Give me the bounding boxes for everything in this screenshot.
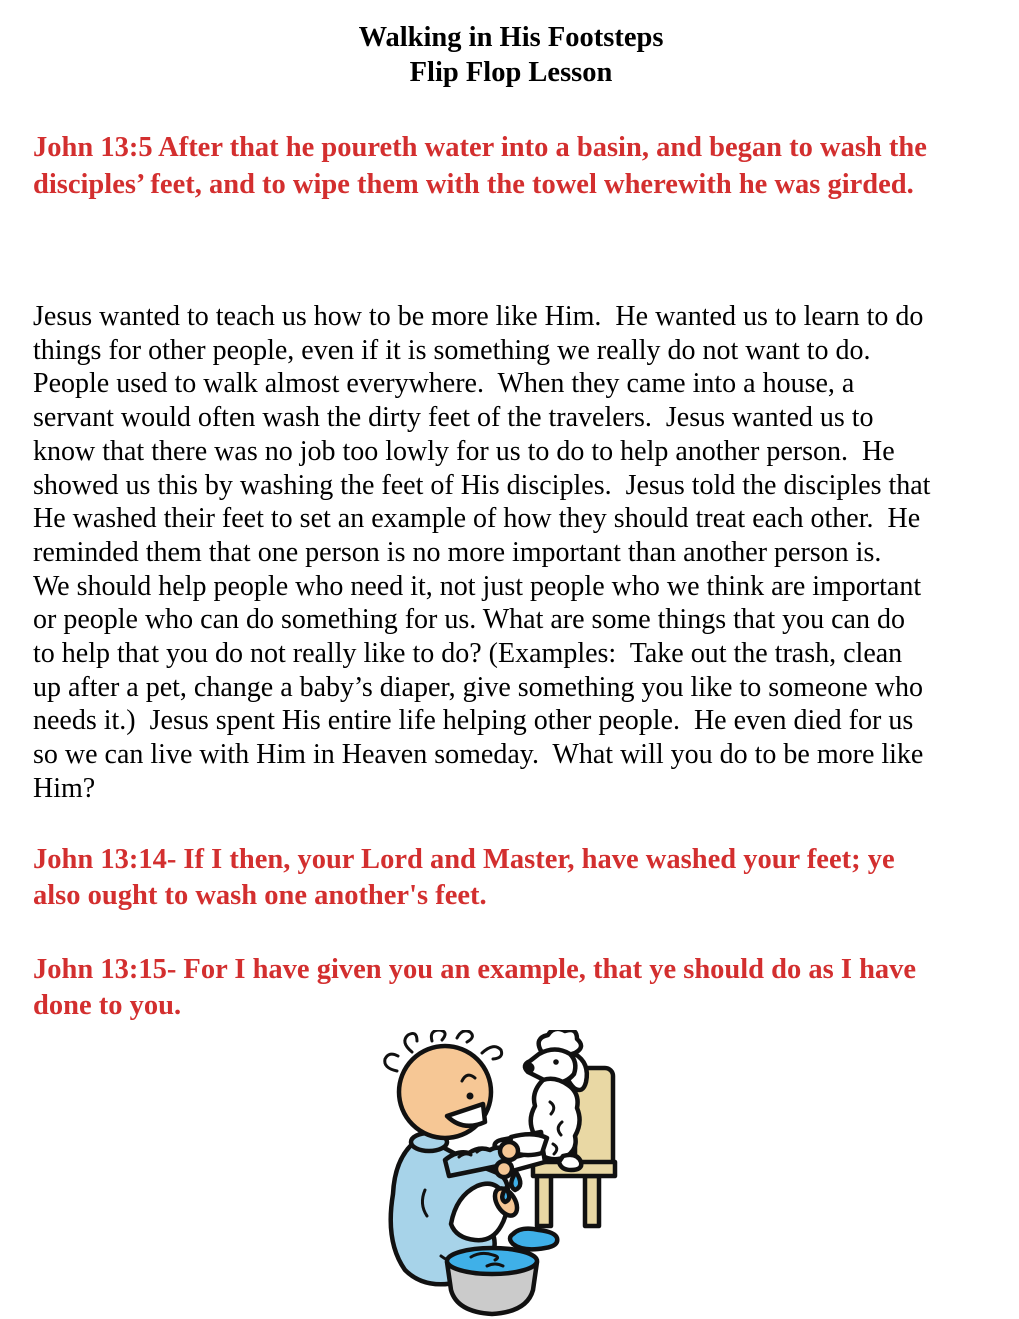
verse-john-13-15: John 13:15- For I have given you an example, that ye should do as I have done to you. xyxy=(33,953,917,1022)
poodle-hind-paw xyxy=(559,1154,581,1169)
page-title-line2: Flip Flop Lesson xyxy=(409,57,613,88)
chair-leg-left xyxy=(537,1176,551,1226)
hair-strand xyxy=(431,1030,445,1041)
water-basin xyxy=(447,1248,537,1314)
child-hand-lower xyxy=(496,1161,512,1177)
basin-water xyxy=(447,1248,537,1274)
water-drop xyxy=(511,1172,520,1190)
water-drop xyxy=(502,1188,509,1202)
child-nose-dot xyxy=(466,1092,473,1099)
child-hand-upper xyxy=(500,1142,518,1160)
hair-strand xyxy=(384,1054,397,1071)
verse-john-13-5: John 13:5 After that he poureth water into a basin, and began to wash the disciples’ feet, and to wipe them with the towel wherewith he was girded. xyxy=(33,132,927,200)
hair-strand xyxy=(404,1033,416,1052)
page-title-line1: Walking in His Footsteps xyxy=(358,22,664,53)
footwashing-illustration xyxy=(329,1030,694,1319)
poodle-nose xyxy=(523,1062,534,1073)
hair-strand xyxy=(457,1030,472,1041)
chair-leg-right xyxy=(585,1176,599,1226)
body-paragraph: Jesus wanted to teach us how to be more like Him. He wanted us to learn to do things for other people, even if it is something we really do not want to do. People used to walk almost everywhere. When they came into a house, a servant would often wash the dirty feet of the travelers. Jesus wanted us to know that there was no job too lowly for us to do to help another person. He showed us this by washing the feet of His disciples. Jesus told the disciples that He washed their feet to set an example of how they should treat each other. He reminded them that one person is no more important than another person is. We should help people who need it, not just people who we think are important or people who can do something for us. What are some things that you can do to help that you do not really like to do? (Examples: Take out the trash, clean up after a pet, change a baby’s diaper, give something you like to someone who needs it.) Jesus spent His entire life helping other people. He even died for us so we can live with Him in Heaven someday. What will you do to be more like Him? xyxy=(33,301,931,804)
water-puddle xyxy=(510,1228,557,1249)
hair-strand xyxy=(482,1046,502,1058)
verse-john-13-14: John 13:14- If I then, your Lord and Master, have washed your feet; ye also ought to wash one another's feet. xyxy=(33,843,895,912)
poodle-eye xyxy=(553,1059,559,1065)
page-title xyxy=(33,20,989,90)
